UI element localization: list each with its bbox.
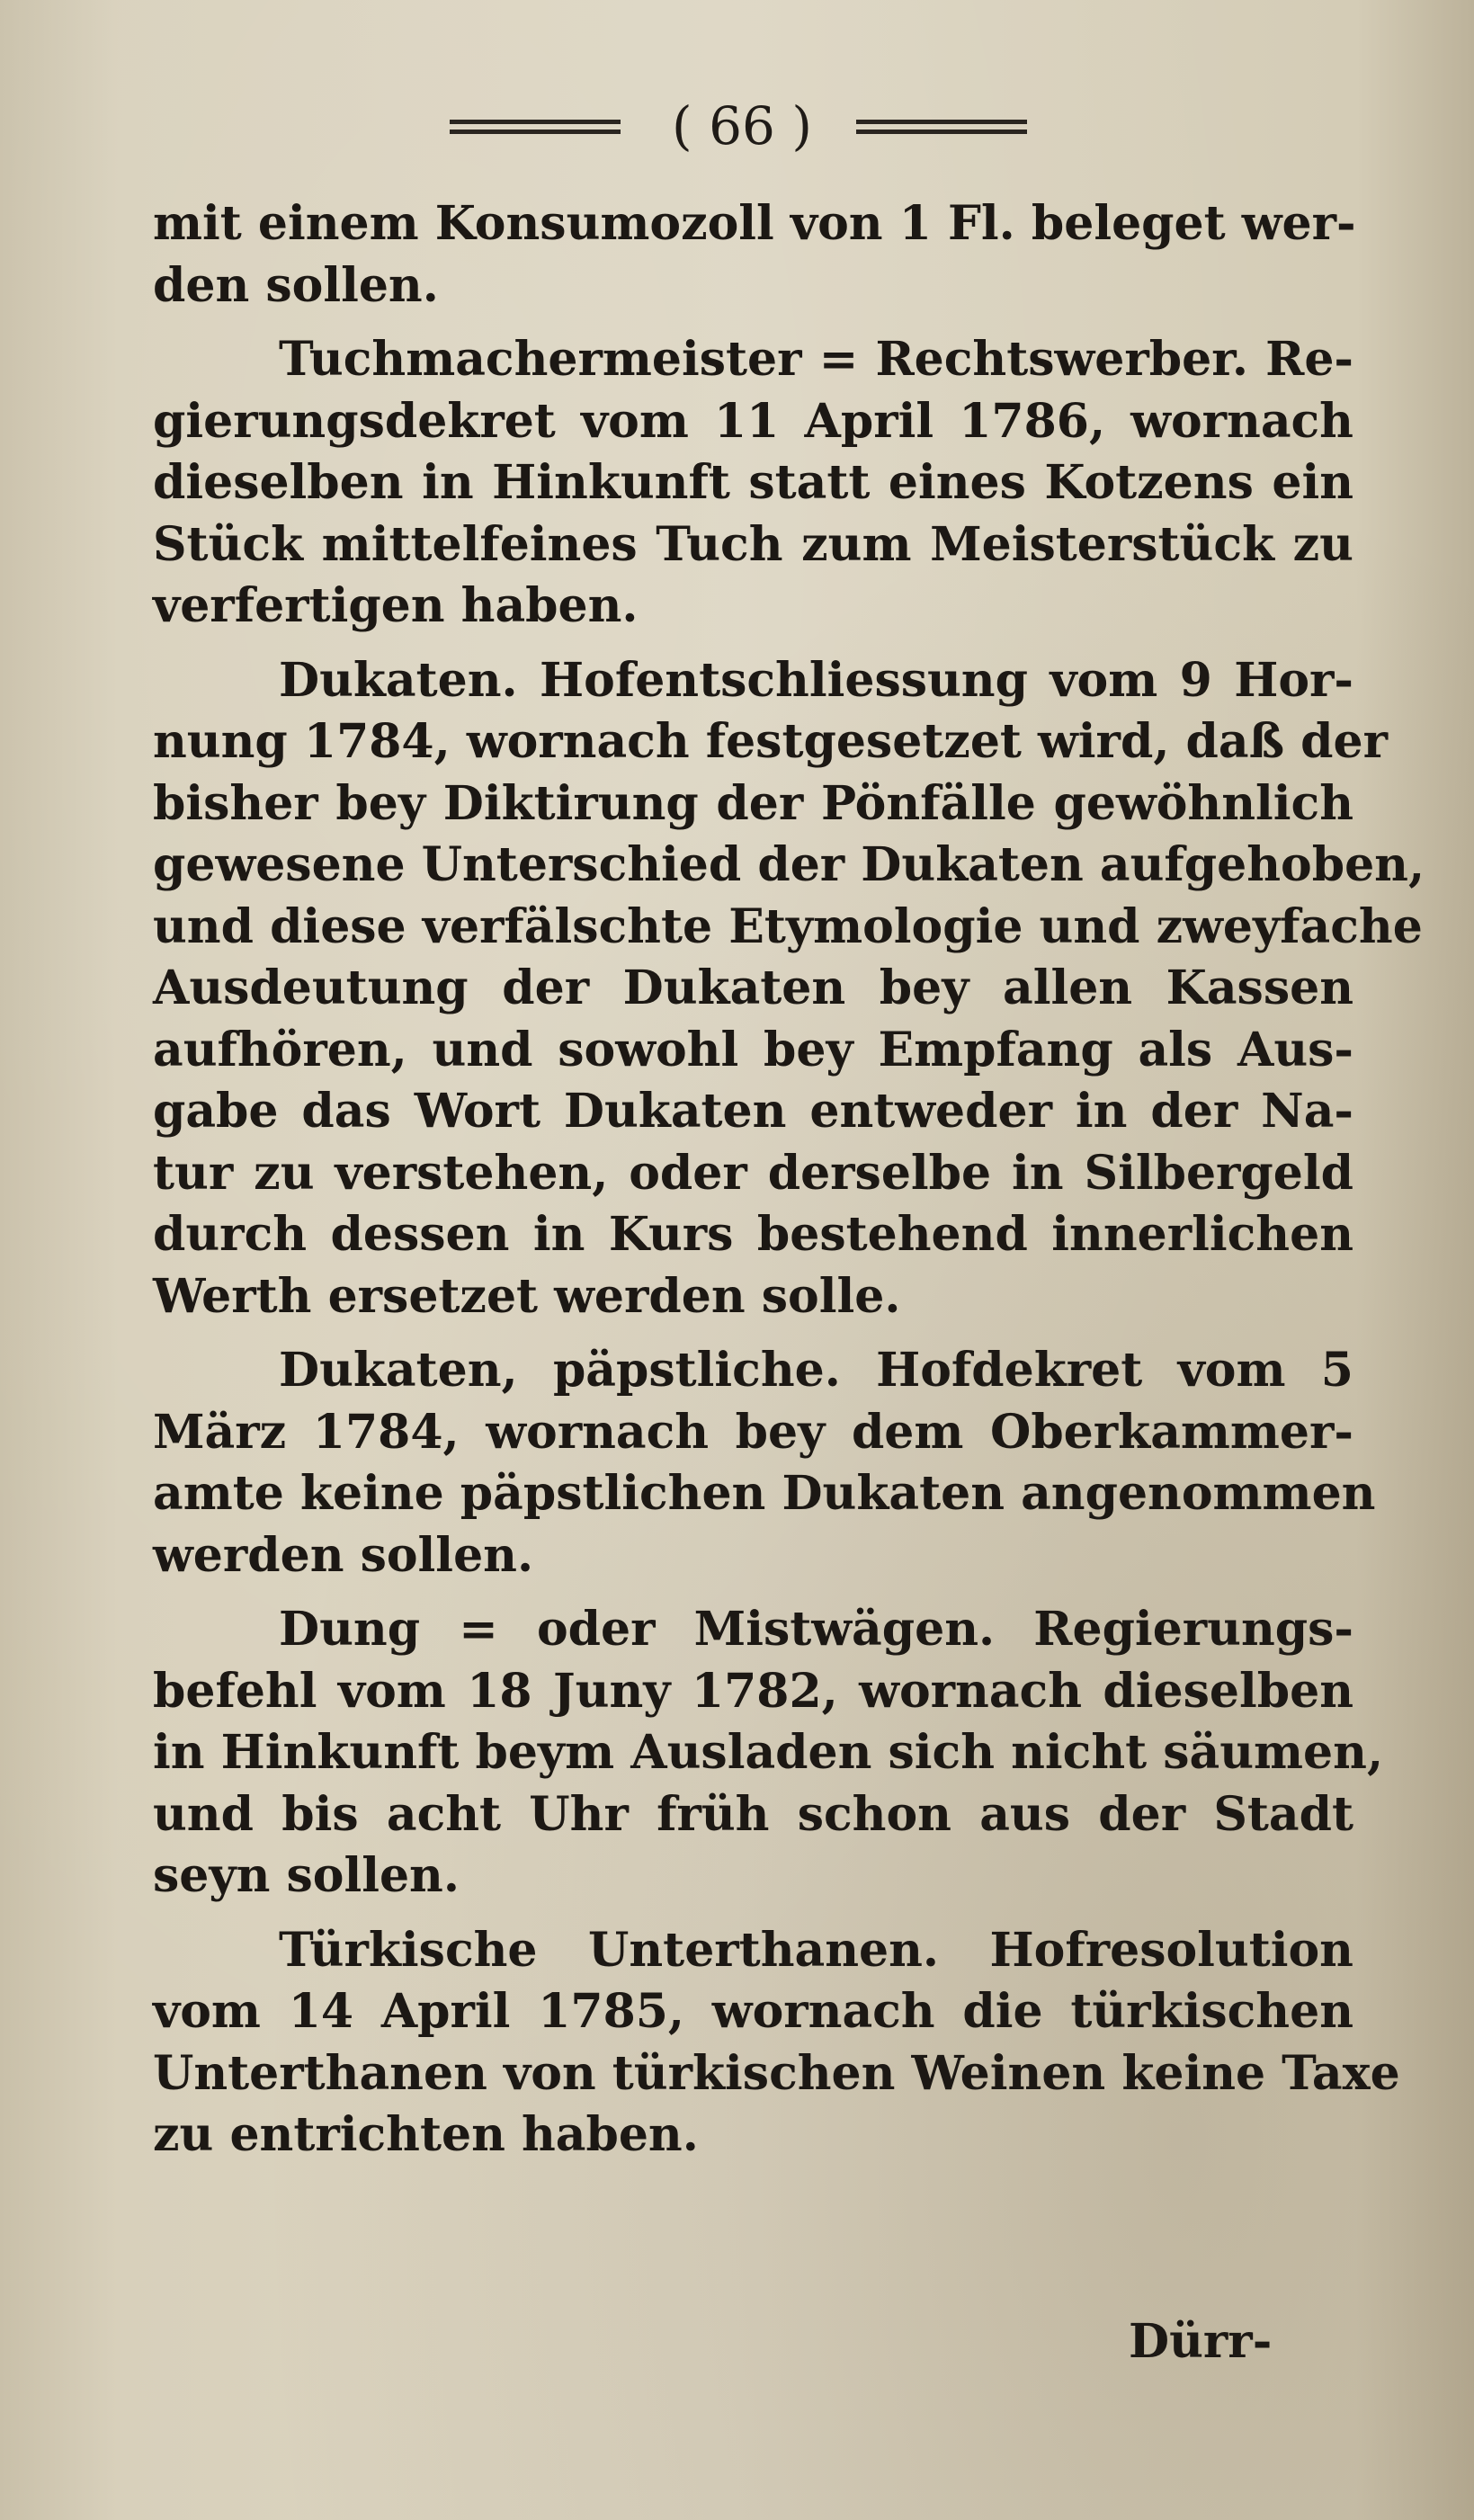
text-line: und diese verfälschte Etymologie und zweyfache bbox=[153, 898, 1423, 954]
text-line: vom 14 April 1785, wornach die türkischen bbox=[153, 1984, 1353, 2039]
entry-heading-line: Türkische Unterthanen. Hofresolution bbox=[279, 1922, 1353, 1978]
text-line: Unterthanen von türkischen Weinen keine Taxe bbox=[153, 2045, 1400, 2101]
text-line: den sollen. bbox=[153, 257, 439, 313]
text-line: bisher bey Diktirung der Pönfälle gewöhnlich bbox=[153, 775, 1353, 831]
page-header bbox=[450, 94, 1034, 157]
entry-heading-line: Dukaten, päpstliche. Hofdekret vom 5 bbox=[279, 1343, 1353, 1398]
entry-continuation bbox=[153, 193, 1356, 317]
text-line: seyn sollen. bbox=[153, 1848, 460, 1903]
text-line: werden sollen. bbox=[153, 1527, 534, 1583]
entry-dung-mistwaegen bbox=[153, 1599, 1384, 1908]
text-line: aufhören, und sowohl bey Empfang als Aus- bbox=[153, 1022, 1353, 1077]
text-line: nung 1784, wornach festgesetzet wird, daß der bbox=[153, 714, 1389, 769]
text-line: befehl vom 18 Juny 1782, wornach dieselben bbox=[153, 1663, 1353, 1719]
catchword: Dürr- bbox=[1129, 2314, 1273, 2369]
text-line: mit einem Konsumozoll von 1 Fl. beleget wer- bbox=[153, 196, 1356, 251]
text-line: Ausdeutung der Dukaten bey allen Kassen bbox=[153, 961, 1353, 1015]
entry-dukaten-paepstliche bbox=[153, 1340, 1376, 1586]
text-line: durch dessen in Kurs bestehend innerlichen bbox=[153, 1207, 1353, 1262]
entry-tuchmachermeister bbox=[153, 329, 1353, 638]
text-line: März 1784, wornach bey dem Oberkammer- bbox=[153, 1404, 1353, 1460]
entry-heading-line: Tuchmachermeister = Rechtswerber. Re- bbox=[279, 332, 1353, 387]
entry-heading-line: Dung = oder Mistwägen. Regierungs- bbox=[279, 1602, 1353, 1657]
text-line: gabe das Wort Dukaten entweder in der Na- bbox=[153, 1084, 1353, 1139]
text-line: Werth ersetzet werden solle. bbox=[153, 1268, 901, 1324]
text-line: gewesene Unterschied der Dukaten aufgehoben, bbox=[153, 837, 1425, 892]
text-line: verfertigen haben. bbox=[153, 578, 639, 633]
header-rule-left bbox=[450, 120, 621, 134]
entry-heading-line: Dukaten. Hofentschliessung vom 9 Hor- bbox=[279, 652, 1353, 708]
text-line: zu entrichten haben. bbox=[153, 2107, 699, 2162]
text-line: gierungsdekret vom 11 April 1786, wornach bbox=[153, 393, 1353, 449]
page-number: ( 66 ) bbox=[672, 95, 812, 156]
text-line: dieselben in Hinkunft statt eines Kotzens ein bbox=[153, 455, 1353, 510]
text-line: Stück mittelfeines Tuch zum Meisterstück zu bbox=[153, 516, 1353, 572]
text-line: und bis acht Uhr früh schon aus der Stadt bbox=[153, 1786, 1353, 1842]
text-line: in Hinkunft beym Ausladen sich nicht säumen, bbox=[153, 1725, 1384, 1780]
entry-tuerkische-unterthanen bbox=[153, 1920, 1400, 2167]
text-line: tur zu verstehen, oder derselbe in Silbergeld bbox=[153, 1145, 1353, 1201]
body-text bbox=[153, 193, 1425, 2179]
header-rule-right bbox=[856, 120, 1027, 134]
entry-dukaten bbox=[153, 650, 1425, 1328]
text-line: amte keine päpstlichen Dukaten angenommen bbox=[153, 1466, 1376, 1521]
